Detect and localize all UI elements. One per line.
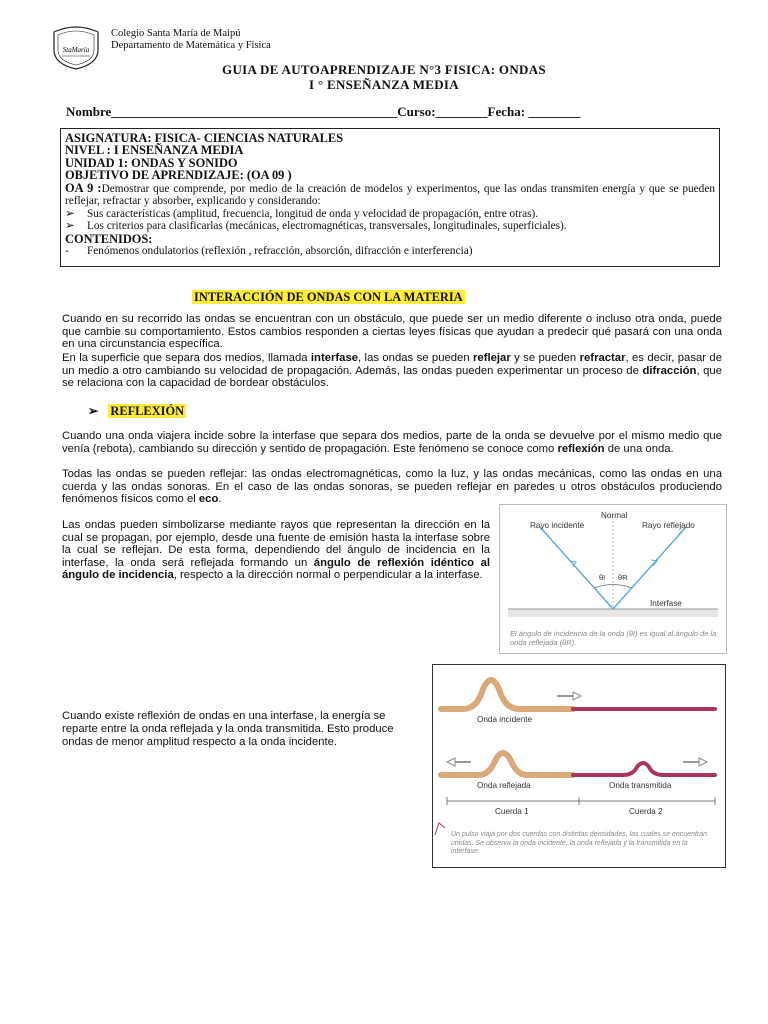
school-name: Colegio Santa María de Maipú: [111, 28, 241, 39]
content-item: - Fenómenos ondulatorios (reflexión , refracción, absorción, difracción e interferencia): [65, 245, 473, 258]
figure1-caption: El ángulo de incidencia de la onda (θI) es igual al ángulo de la onda reflejada (θR).: [510, 629, 717, 647]
reflexion-heading: ➢ REFLEXIÓN: [88, 404, 185, 418]
label-cuerda-1: Cuerda 1: [495, 807, 529, 816]
reflection-figure: [499, 504, 727, 654]
label-rayo-reflejado: Rayo reflejado: [642, 521, 695, 530]
label-rayo-incidente: Rayo incidente: [530, 521, 585, 530]
paragraph-energy: Cuando existe reflexión de ondas en una interfase, la energía se reparte entre la onda reflejada y la onda transmitida. Esto produce ondas de menor amplitud respecto a la onda incidente.: [62, 710, 394, 749]
svg-text:StaMaría: StaMaría: [62, 46, 90, 54]
label-cuerda-2: Cuerda 2: [629, 807, 663, 816]
guide-level: I ° ENSEÑANZA MEDIA: [309, 77, 459, 92]
bullet-item: ➢ Sus características (amplitud, frecuencia, longitud de onda y velocidad de propagación, entre otras).: [65, 207, 539, 220]
objetivo: OBJETIVO DE APRENDIZAJE: (OA 09 ): [65, 168, 292, 183]
label-theta-r: θR: [618, 573, 628, 582]
label-onda-incidente: Onda incidente: [477, 715, 533, 724]
label-onda-reflejada: Onda reflejada: [477, 781, 531, 790]
rope-wave-figure: [432, 664, 726, 868]
paragraph-intro: Cuando en su recorrido las ondas se encuentran con un obstáculo, que puede ser un medio diferente o incluso otra onda, puede que cambie su comportamiento. Estos cambios responden a ciertas leyes físicas que ayudan a predecir qué pasará con una onda en una circunstancia específica.: [62, 313, 722, 351]
department-name: Departamento de Matemática y Física: [111, 40, 271, 51]
paragraph-rays: Las ondas pueden simbolizarse mediante rayos que representan la dirección en la cual se propagan, por ejemplo, desde una fuente de emisión hasta la interfase sobre la cual se reflejan. De esta forma, dependiendo del ángulo de incidencia en la interfase, la onda será reflejada formando un ángulo de reflexión idéntico al ángulo de incidencia, respecto a la dirección normal o perpendicular a la interfase.: [62, 519, 490, 582]
unidad: UNIDAD 1: ONDAS Y SONIDO: [65, 155, 238, 170]
nivel: NIVEL : I ENSEÑANZA MEDIA: [65, 143, 244, 158]
asignatura: ASIGNATURA: FISICA- CIENCIAS NATURALES: [65, 131, 344, 145]
guide-title: GUIA DE AUTOAPRENDIZAJE N°3 FISICA: ONDAS: [222, 62, 546, 77]
student-info-line: Nombre____________________________________________Curso:________Fecha: ________: [66, 104, 581, 119]
label-onda-transmitida: Onda transmitida: [609, 781, 672, 790]
figure2-caption: Un pulso viaja por dos cuerdas con distintas densidades, las cuales se encuentran unidas. Se observa la onda incidente, la onda reflejada y la transmitida en la interfase.: [451, 831, 708, 856]
label-theta-i: θI: [599, 573, 606, 582]
paragraph-interfase: En la superficie que separa dos medios, llamada interfase, las ondas se pueden reflejar y se pueden refractar, es decir, pasar de un medio a otro cambiando su velocidad de propagación. Además, las ondas pueden experimentar un proceso de difracción, que se relaciona con la capacidad de bordear obstáculos.: [62, 352, 722, 390]
bullet-marker: ➢: [88, 404, 99, 418]
paragraph-all-waves: Todas las ondas se pueden reflejar: las ondas electromagnéticas, como la luz, y las ondas mecánicas, como las ondas en una cuerda y las ondas sonoras. En el caso de las ondas sonoras, se pueden reflejar en paredes u otros obstáculos produciendo fenómenos físicos como el eco.: [62, 468, 722, 506]
label-interfase: Interfase: [650, 599, 682, 608]
paragraph-reflexion: Cuando una onda viajera incide sobre la interfase que separa dos medios, parte de la onda se devuelve por el mismo medio que venía (rebota), cambiando su dirección y sentido de propagación. Este fenómeno se conoce como reflexión de una onda.: [62, 430, 722, 455]
bullet-item: ➢ Los criterios para clasificarlas (mecánicas, electromagnéticas, transversales, longitudinales, superficiales).: [65, 220, 567, 233]
oa-description: OA 9 :Demostrar que comprende, por medio de la creación de modelos y experimentos, que las ondas transmiten energía y que se pueden reflejar, refractar y absorber, explicando y considerando:: [65, 180, 715, 208]
school-header: [111, 28, 271, 52]
contenidos-heading: CONTENIDOS:: [65, 232, 153, 246]
section-title: INTERACCIÓN DE ONDAS CON LA MATERIA: [194, 290, 463, 304]
subject-info-box: [60, 128, 720, 267]
label-normal: Normal: [601, 511, 628, 520]
